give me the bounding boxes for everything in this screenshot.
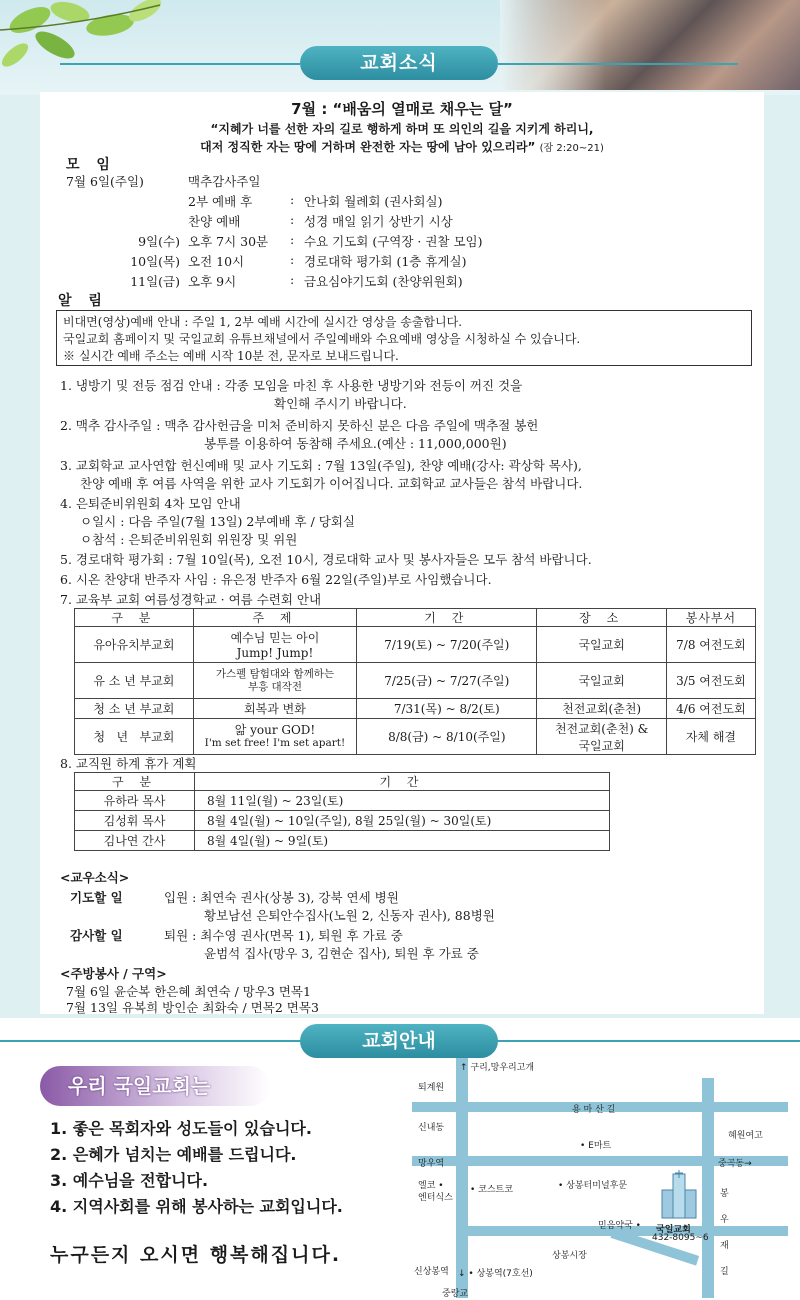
period-cell: 7/19(토) ~ 7/20(주일) <box>357 627 537 663</box>
map-label-hyewon: 혜원여고 <box>728 1131 763 1141</box>
theme-cell: 회복과 변화 <box>193 699 356 719</box>
map-label-junggok: 중곡동→ <box>718 1159 752 1169</box>
notice-item-1-cont: 확인해 주시기 바랍니다. <box>274 396 407 411</box>
map-label-toegyewon: 퇴계원 <box>418 1083 445 1093</box>
meeting-date: 11일(금) <box>130 274 180 289</box>
table-header-row <box>75 773 610 791</box>
table-row <box>75 719 756 755</box>
map-label-terminal: • 상봉터미널후문 <box>558 1181 628 1191</box>
meeting-desc: 안나회 월례회 (권사회실) <box>304 194 443 209</box>
meeting-sep: : <box>290 252 295 267</box>
meeting-sep: : <box>290 232 295 247</box>
map-label-junghwa: 중랑교 <box>442 1289 469 1299</box>
map-label-bongu-4: 길 <box>720 1267 729 1277</box>
map-label-sinnae: 신내동 <box>418 1123 445 1133</box>
notice-item-1: 1. 냉방기 및 전등 점검 안내 : 각종 모임을 마친 후 사용한 냉방기와 전등이 꺼진 것을 <box>60 378 523 393</box>
table-row <box>75 791 610 811</box>
map-road-vertical-left <box>456 1058 468 1298</box>
map-label-church: 국일교회 <box>656 1225 691 1235</box>
church-guide-section <box>0 1018 800 1300</box>
period-cell: 8/8(금) ~ 8/10(주일) <box>357 719 537 755</box>
map-label-yongmasan: 용 마 산 길 <box>572 1105 616 1115</box>
map-label-phone: 432-8095~6 <box>652 1233 709 1243</box>
online-worship-notice <box>56 310 752 366</box>
church-intro-title: 우리 국일교회는 <box>40 1066 270 1106</box>
table-row <box>75 831 610 851</box>
congregation-photo <box>500 0 800 90</box>
meetings-title: 모 임 <box>66 157 116 173</box>
place-cell: 천전교회(춘천) & 국일교회 <box>537 719 666 755</box>
vacation-period-cell: 8월 4일(월) ~ 10일(주일), 8월 25일(월) ~ 30일(토) <box>195 811 610 831</box>
meeting-time: 찬양 예배 <box>188 214 241 229</box>
notice-item-4-attendees: ㅇ참석 : 은퇴준비위원회 위원장 및 위원 <box>80 532 298 547</box>
summer-program-table <box>74 608 756 755</box>
vacation-period-cell: 8월 4일(월) ~ 9일(토) <box>195 831 610 851</box>
table-row <box>75 663 756 699</box>
map-label-emart: • E마트 <box>580 1141 612 1151</box>
header-banner <box>0 0 800 95</box>
table-row <box>75 627 756 663</box>
table-row <box>75 811 610 831</box>
thanks-label: 감사할 일 <box>70 928 123 943</box>
prayer-item-1: 입원 : 최연숙 권사(상봉 3), 강북 연세 병원 <box>164 890 399 905</box>
meeting-time: 오후 7시 30분 <box>188 234 269 249</box>
theme-verse <box>40 120 764 158</box>
table-header: 기 간 <box>357 609 537 627</box>
notice-box-line: 국일교회 홈페이지 및 국일교회 유튜브채널에서 주일예배와 수요예배 영상을 시청하실 수 있습니다. <box>63 332 581 346</box>
map-label-pharmacy: 믿음약국 • <box>598 1221 641 1231</box>
meeting-time: 맥추감사주일 <box>188 174 261 189</box>
meeting-date: 9일(수) <box>138 234 180 249</box>
map-label-elco: 엘코 • <box>418 1181 444 1191</box>
month-theme: 7월 : “배움의 열매로 채우는 달” <box>291 100 513 118</box>
prayer-item-2: 황보남선 은퇴안수집사(노원 2, 신동자 권사), 88병원 <box>204 908 495 923</box>
notice-item-3: 3. 교회학교 교사연합 헌신예배 및 교사 기도회 : 7월 13일(주일), 찬양 예배(강사: 곽상학 목사), <box>60 458 582 473</box>
thanks-item-2: 윤범석 집사(망우 3, 김현순 집사), 퇴원 후 가료 중 <box>204 946 479 961</box>
kitchen-title: <주방봉사 / 구역> <box>60 966 167 981</box>
staff-cell: 4/6 여전도회 <box>666 699 755 719</box>
dept-cell: 유 소 년 부교회 <box>75 663 194 699</box>
bulletin-paper <box>40 92 764 1014</box>
staff-cell: 자체 해결 <box>666 719 755 755</box>
theme-cell: 앎 your GOD! I'm set free! I'm set apart! <box>193 719 356 755</box>
notice-item-7: 7. 교육부 교회 여름성경학교 · 여름 수련회 안내 <box>60 592 322 607</box>
map-label-top-road: ↑ 구리,망우리고개 <box>460 1063 535 1073</box>
notice-item-3-cont: 찬양 예배 후 여름 사역을 위한 교사 기도회가 이어집니다. 교회학교 교사들은 참석 바랍니다. <box>80 476 583 491</box>
place-cell: 천전교회(춘천) <box>537 699 666 719</box>
member-news-title: <교우소식> <box>60 870 130 885</box>
theme-cell: 가스펠 탐험대와 함께하는 부흥 대작전 <box>193 663 356 699</box>
verse-reference: (잠 2:20~21) <box>539 143 604 154</box>
map-label-market: 상봉시장 <box>552 1251 587 1261</box>
staff-name-cell: 김성휘 목사 <box>75 811 195 831</box>
notice-item-4-date: ㅇ일시 : 다음 주일(7월 13일) 2부예배 후 / 당회실 <box>80 514 355 529</box>
table-header: 구 분 <box>75 609 194 627</box>
map-label-sinsangbong: 신상봉역 <box>414 1267 449 1277</box>
dept-cell: 유아유치부교회 <box>75 627 194 663</box>
meeting-sep: : <box>290 192 295 207</box>
period-cell: 7/25(금) ~ 7/27(주일) <box>357 663 537 699</box>
map-label-bongu-2: 우 <box>720 1215 729 1225</box>
table-header: 봉사부서 <box>666 609 755 627</box>
theme-cell: 예수님 믿는 아이 Jump! Jump! <box>193 627 356 663</box>
table-header: 구 분 <box>75 773 195 791</box>
notice-item-5: 5. 경로대학 평가회 : 7월 10일(목), 오전 10시, 경로대학 교사 및 봉사자들은 모두 참석 바랍니다. <box>60 552 592 567</box>
map-road-bongujae <box>702 1078 714 1298</box>
staff-cell: 3/5 여전도회 <box>666 663 755 699</box>
table-row <box>75 699 756 719</box>
meeting-desc: 수요 기도회 (구역장 · 권찰 모임) <box>304 234 483 249</box>
kitchen-line-2: 7월 13일 유복희 방인순 최화숙 / 면목2 면목3 <box>66 1000 319 1015</box>
notice-item-4: 4. 은퇴준비위원회 4차 모임 안내 <box>60 496 241 511</box>
notices-title: 알 림 <box>58 293 108 309</box>
table-header-row <box>75 609 756 627</box>
meeting-desc: 성경 매일 읽기 상반기 시상 <box>304 214 453 229</box>
vacation-table <box>74 772 610 851</box>
meeting-sep: : <box>290 212 295 227</box>
map-label-costco: • 코스트코 <box>470 1185 513 1195</box>
meeting-desc: 금요심야기도회 (찬양위원회) <box>304 274 463 289</box>
place-cell: 국일교회 <box>537 627 666 663</box>
map-label-bongu-3: 재 <box>720 1241 729 1251</box>
church-feature-3: 3. 예수님을 전합니다. <box>50 1171 209 1190</box>
notice-item-6: 6. 시온 찬양대 반주자 사임 : 유은정 반주자 6월 22일(주일)부로 사임했습니다. <box>60 572 492 587</box>
meeting-time: 2부 예배 후 <box>188 194 253 209</box>
church-slogan: 누구든지 오시면 행복해집니다. <box>50 1244 342 1266</box>
leaves-decoration-icon <box>0 0 200 90</box>
section-title-church-news: 교회소식 <box>300 46 498 80</box>
notice-item-2: 2. 맥추 감사주일 : 맥추 감사헌금을 미처 준비하지 못하신 분은 다음 주일에 맥추절 봉헌 <box>60 418 539 433</box>
staff-name-cell: 김나연 간사 <box>75 831 195 851</box>
table-header: 기 간 <box>195 773 610 791</box>
church-feature-2: 2. 은혜가 넘치는 예배를 드립니다. <box>50 1145 297 1164</box>
notice-item-2-cont: 봉투를 이용하여 동참해 주세요.(예산 : 11,000,000원) <box>204 436 507 451</box>
vacation-period-cell: 8월 11일(월) ~ 23일(토) <box>195 791 610 811</box>
period-cell: 7/31(목) ~ 8/2(토) <box>357 699 537 719</box>
verse-line-1: “지혜가 너를 선한 자의 길로 행하게 하며 또 의인의 길을 지키게 하리니, <box>210 122 594 136</box>
map-label-sangbong: ↓ • 상봉역(7호선) <box>458 1269 533 1279</box>
section-title-church-guide: 교회안내 <box>300 1024 498 1058</box>
map-label-mangu: 망우역 <box>418 1159 445 1169</box>
church-feature-4: 4. 지역사회를 위해 봉사하는 교회입니다. <box>50 1197 343 1216</box>
map-label-bongu-1: 봉 <box>720 1189 729 1199</box>
notice-box-line: ※ 실시간 예배 주소는 예배 시작 10분 전, 문자로 보내드립니다. <box>63 349 399 363</box>
meeting-sep: : <box>290 272 295 287</box>
meeting-desc: 경로대학 평가회 (1층 휴게실) <box>304 254 467 269</box>
meeting-date: 7월 6일(주일) <box>66 174 144 189</box>
prayer-label: 기도할 일 <box>70 890 123 905</box>
meeting-date: 10일(목) <box>130 254 180 269</box>
map-label-center: 엔터식스 <box>418 1193 453 1203</box>
dept-cell: 청 년 부교회 <box>75 719 194 755</box>
meeting-time: 오전 10시 <box>188 254 245 269</box>
church-building-icon <box>660 1170 698 1220</box>
location-map <box>412 1058 788 1298</box>
thanks-item-1: 퇴원 : 최수영 권사(면목 1), 퇴원 후 가료 중 <box>164 928 403 943</box>
vacation-title: 8. 교직원 하계 휴가 계획 <box>60 756 197 771</box>
table-header: 주 제 <box>193 609 356 627</box>
header-divider-left <box>60 63 300 65</box>
kitchen-line-1: 7월 6일 윤순복 한은혜 최연숙 / 망우3 면목1 <box>66 984 311 999</box>
staff-cell: 7/8 여전도회 <box>666 627 755 663</box>
dept-cell: 청 소 년 부교회 <box>75 699 194 719</box>
notice-box-line: 비대면(영상)예배 안내 : 주일 1, 2부 예배 시간에 실시간 영상을 송출합니다. <box>63 315 463 329</box>
verse-line-2: 대저 정직한 자는 땅에 거하며 완전한 자는 땅에 남아 있으리라” (잠 2:20~21) <box>200 140 604 154</box>
staff-name-cell: 유하라 목사 <box>75 791 195 811</box>
place-cell: 국일교회 <box>537 663 666 699</box>
meeting-time: 오후 9시 <box>188 274 237 289</box>
header-divider-right <box>498 63 738 65</box>
table-header: 장 소 <box>537 609 666 627</box>
church-feature-1: 1. 좋은 목회자와 성도들이 있습니다. <box>50 1119 312 1138</box>
